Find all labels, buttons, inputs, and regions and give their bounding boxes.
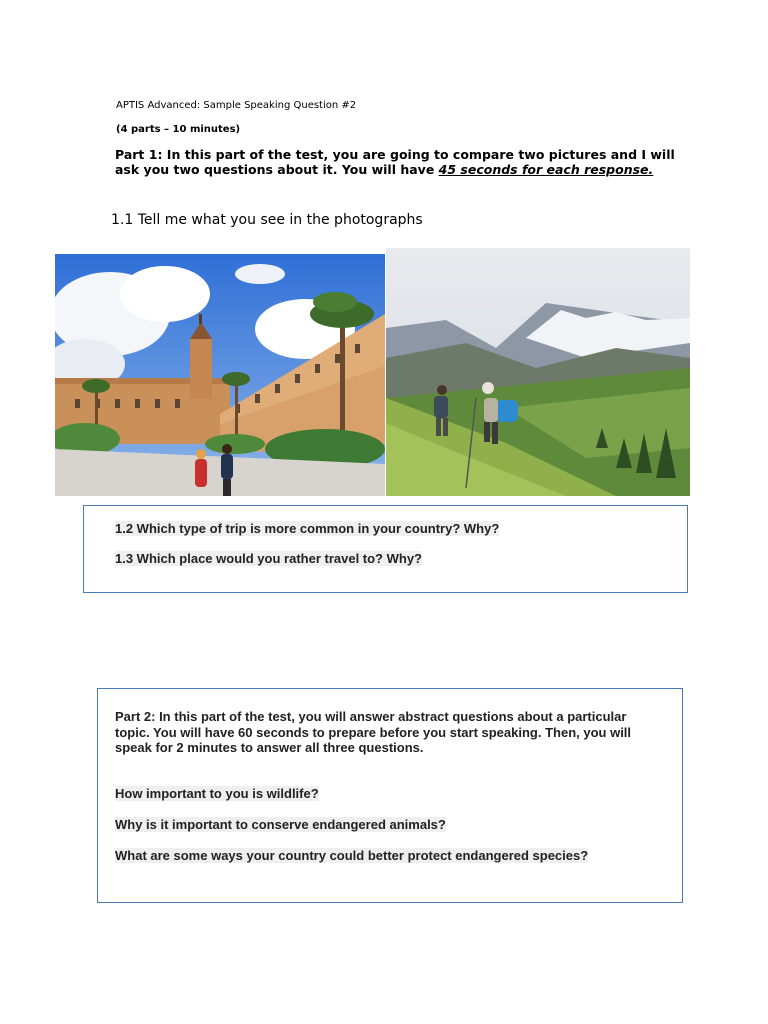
part2-question-2-text: Why is it important to conserve endangered animals? [115, 817, 446, 832]
part2-question-1-text: How important to you is wildlife? [115, 786, 319, 801]
part1-intro-text: Part 1: In this part of the test, you are going to compare two pictures and I will ask you two questions about it. You will have [115, 147, 675, 177]
part1-intro-emphasis: 45 seconds for each response. [438, 162, 654, 177]
photo-town-square [55, 254, 385, 496]
question-1-1-heading: 1.1 Tell me what you see in the photographs [111, 212, 423, 228]
question-1-2 [115, 521, 499, 536]
part1-questions-box [83, 505, 688, 593]
part2-question-2 [115, 817, 446, 832]
part2-question-3 [115, 848, 588, 863]
part2-question-1 [115, 786, 319, 801]
part1-intro [115, 147, 675, 177]
part2-intro: Part 2: In this part of the test, you will answer abstract questions about a particular topic. You will have 60 seconds to prepare before you start speaking. Then, you will speak for 2 minutes to answer all three questions. [115, 709, 632, 755]
part2-question-3-text: What are some ways your country could better protect endangered species? [115, 848, 589, 863]
photo-mountain-hikers [386, 248, 690, 496]
question-1-3-text: 1.3 Which place would you rather travel to? Why? [115, 551, 422, 566]
question-1-2-text: 1.2 Which type of trip is more common in your country? Why? [115, 521, 500, 536]
part2-box [97, 688, 683, 903]
question-1-3 [115, 551, 422, 566]
document-subtitle: (4 parts – 10 minutes) [116, 124, 241, 135]
document-title: APTIS Advanced: Sample Speaking Question #2 [116, 100, 357, 111]
